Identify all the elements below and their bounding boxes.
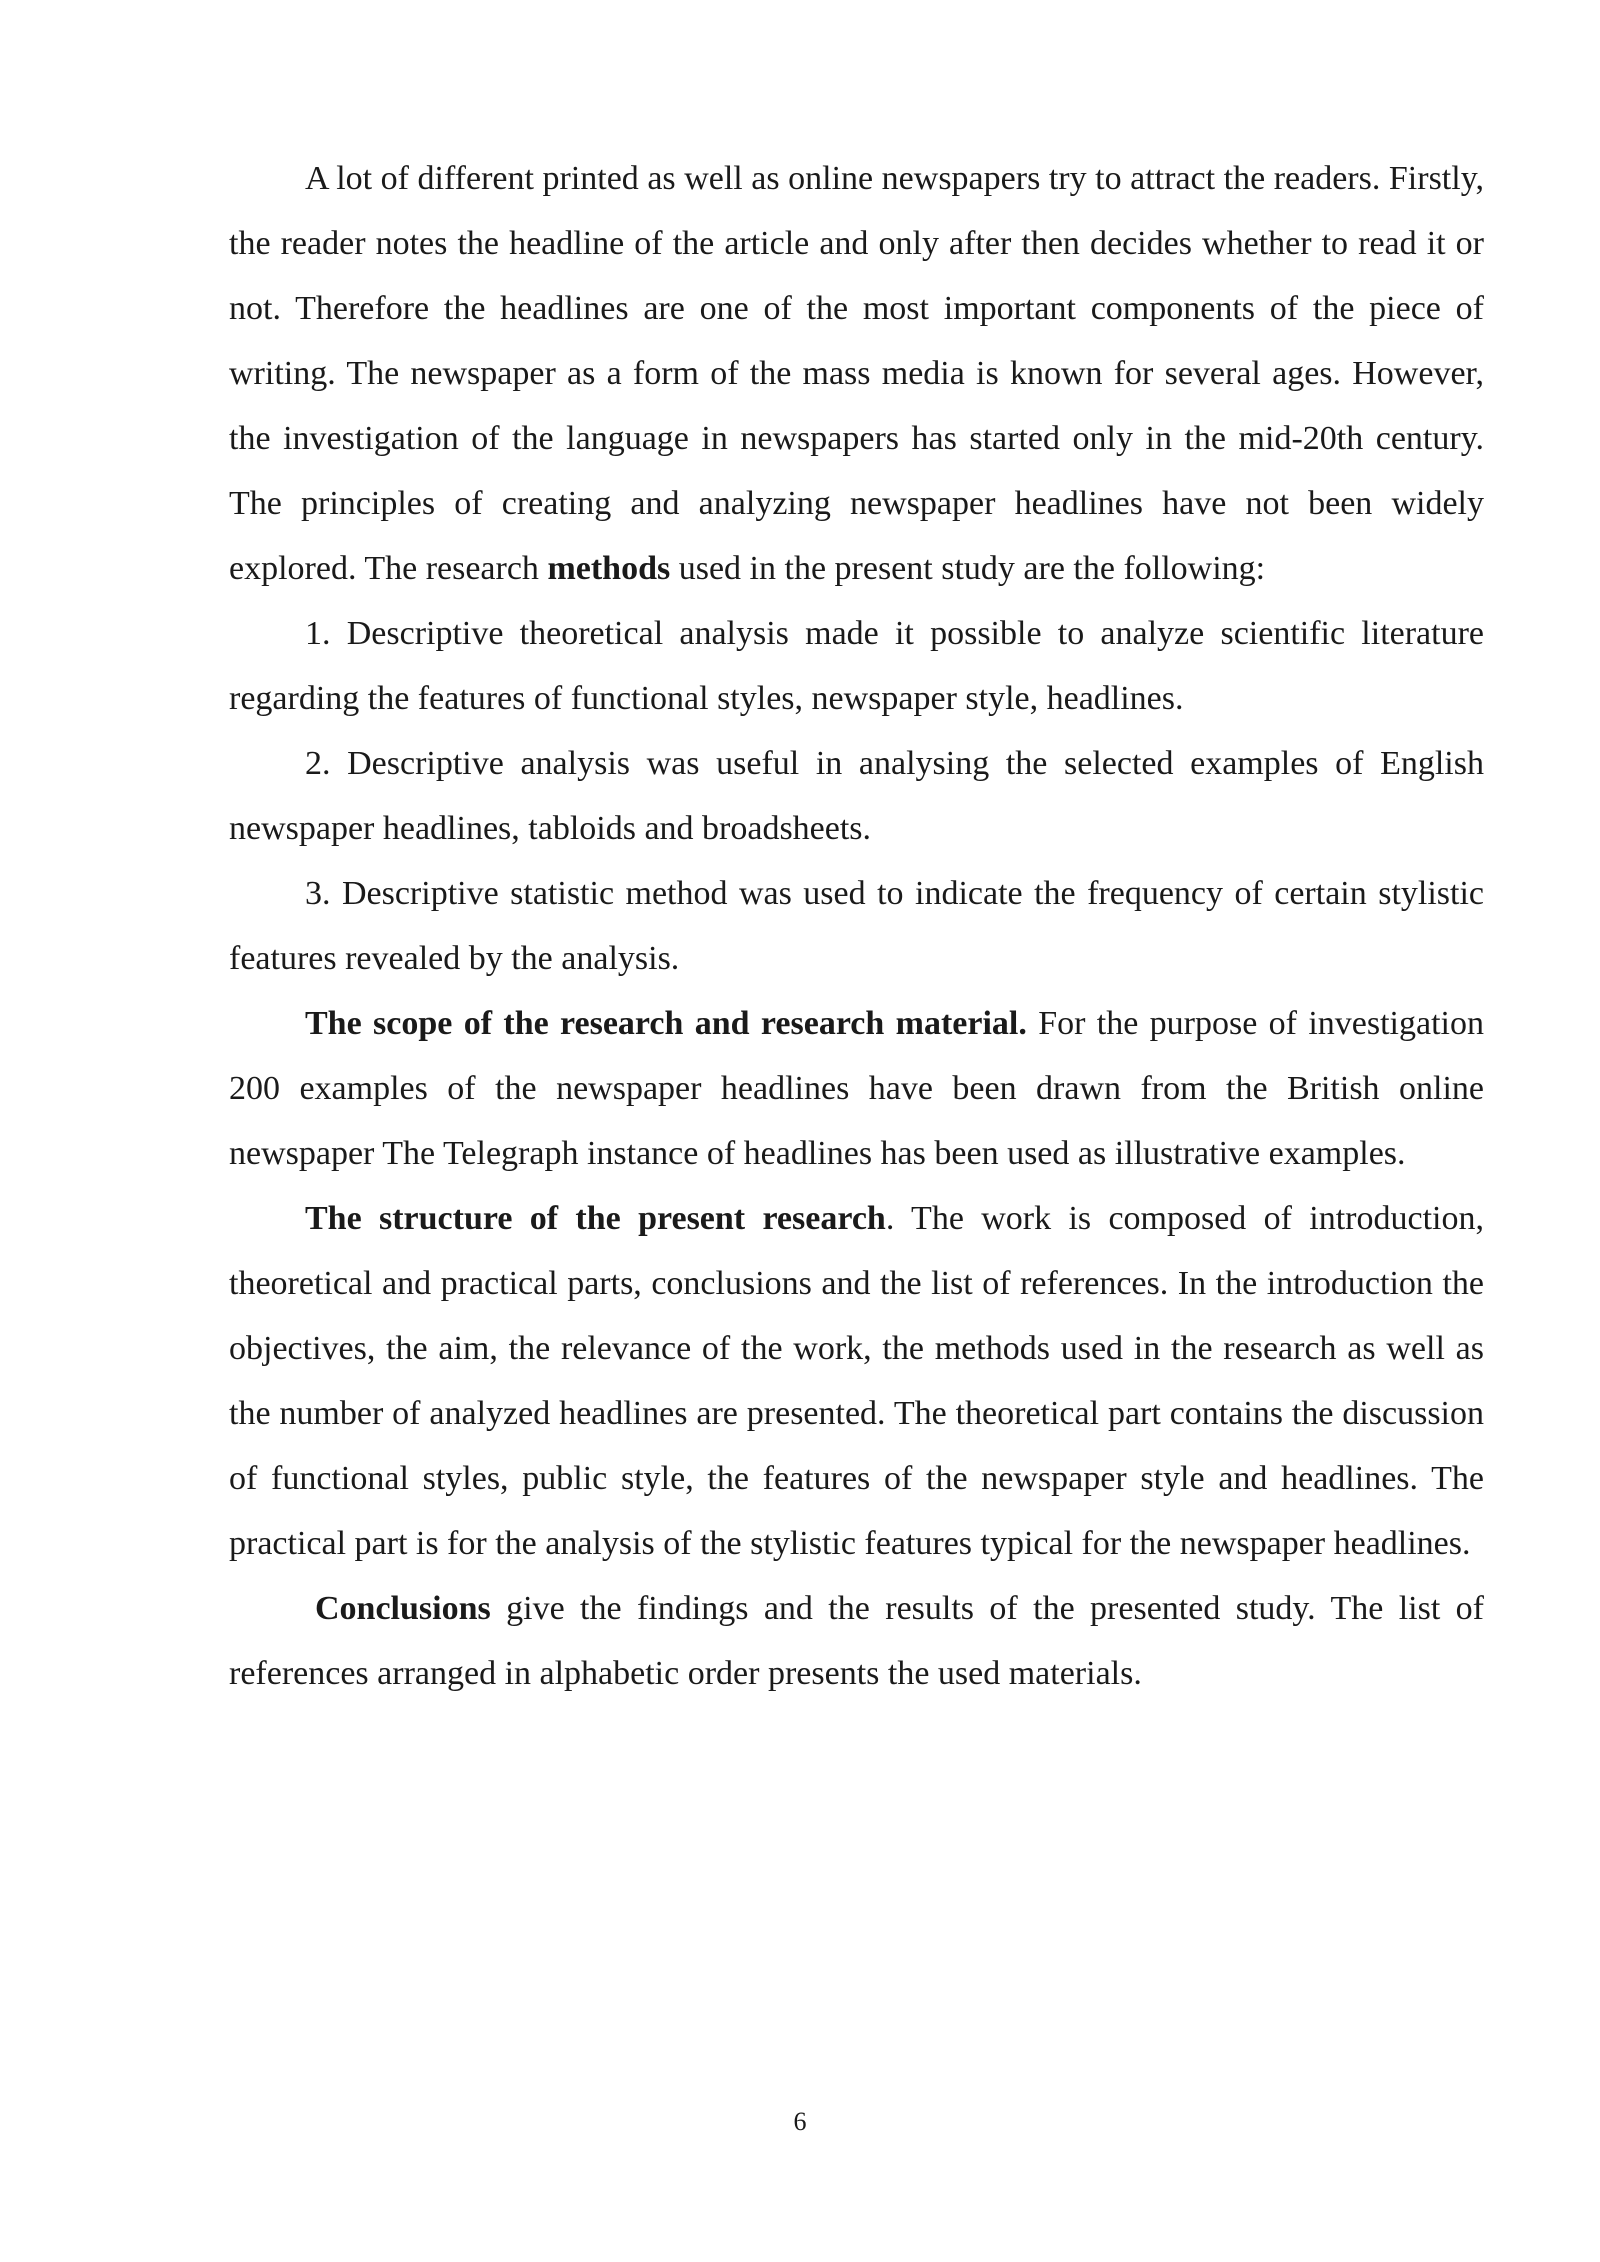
- method-item-1: 1. Descriptive theoretical analysis made it possible to analyze scientific literature regarding the features of functional styles, newspaper style, headlines.: [229, 615, 1484, 717]
- conclusions-paragraph: [229, 1576, 1484, 1706]
- page-number: 6: [793, 2107, 807, 2136]
- method-item-3: 3. Descriptive statistic method was used to indicate the frequency of certain stylistic features revealed by the analysis.: [229, 875, 1484, 977]
- conclusions-text: give the findings and the results of the presented study. The list of references arranged in alphabetic order presents the used materials.: [229, 1590, 1484, 1692]
- scope-paragraph: [229, 991, 1484, 1186]
- structure-text: . The work is composed of introduction, theoretical and practical parts, conclusions and the list of references. In the introduction the objectives, the aim, the relevance of the work, the methods used in the research as well as the number of analyzed headlines are presented. The theoretical part contains the discussion of functional styles, public style, the features of the newspaper style and headlines. The practical part is for the analysis of the stylistic features typical for the newspaper headlines.: [229, 1200, 1484, 1562]
- conclusions-heading: Conclusions: [315, 1590, 491, 1627]
- methods-term: methods: [547, 550, 671, 587]
- structure-heading: The structure of the present research: [305, 1200, 886, 1237]
- intro-tail: used in the present study are the following:: [670, 550, 1266, 587]
- method-item-2: 2. Descriptive analysis was useful in analysing the selected examples of English newspaper headlines, tabloids and broadsheets.: [229, 745, 1484, 847]
- scope-heading: The scope of the research and research material.: [305, 1005, 1027, 1042]
- intro-paragraph: [229, 146, 1484, 601]
- scope-text: For the purpose of investigation 200 examples of the newspaper headlines have been drawn from the British online newspaper The Telegraph instance of headlines has been used as illustrative examples.: [229, 1005, 1484, 1172]
- structure-paragraph: [229, 1186, 1484, 1576]
- body-text: [229, 146, 1484, 1706]
- intro-text: A lot of different printed as well as online newspapers try to attract the readers. Firstly, the reader notes the headline of the article and only after then decides whether to read it or not. Therefore the headlines are one of the most important components of the piece of writing. The newspaper as a form of the mass media is known for several ages. However, the investigation of the language in newspapers has started only in the mid-20th century. The principles of creating and analyzing newspaper headlines have not been widely explored. The research: [229, 160, 1484, 587]
